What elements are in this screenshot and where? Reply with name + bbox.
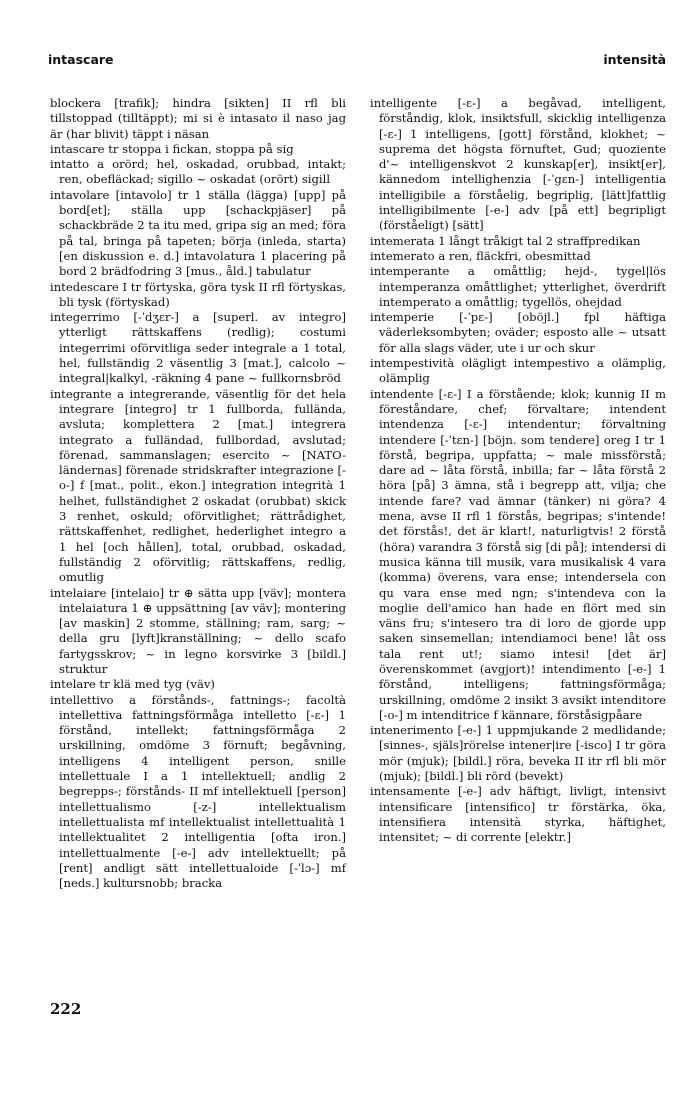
dictionary-entry: intenerimento [-e-] 1 uppmjukande 2 medlidande; [sinnes-, själs]rörelse intener|ire [-isco] I tr göra mör (mjuk); [bildl.] röra, beveka II itr rfl bli mör (mjuk); [bildl.] bli rörd (bevekt) (370, 723, 666, 784)
dictionary-entry: intensamente [-e-] adv häftigt, livligt, intensivt intensificare [intensifico] tr förstärka, öka, intensifiera intensità styrka, häftighet, intensitet; ~ di corrente [elektr.] (370, 784, 666, 845)
dictionary-entry: intemperie [-ˈpɛ-] [oböjl.] fpl häftiga väderleksombyten; oväder; esposto alle ~ utsatt för alla slags väder, ute i ur och skur (370, 310, 666, 355)
dictionary-entry: intelare tr klä med tyg (väv) (50, 677, 215, 692)
dictionary-entry: intemperante a omåttlig; hejd-, tygel|lös intemperanza omåttlighet; ytterlighet, överdrift intemperato a omåttlig; tygellös, ohejdad (370, 264, 666, 309)
dictionary-entry: blockera [trafik]; hindra [sikten] II rfl bli tillstoppad (tilltäppt); mi si è intasato il naso jag är (har blivit) täppt i näsan (50, 96, 346, 141)
page-number: 222 (50, 1000, 82, 1018)
dictionary-entry: intavolare [intavolo] tr 1 ställa (lägga) [upp] på bord[et]; ställa upp [schackpjäser] på schackbräde 2 ta itu med, gripa sig an med; föra på tal, bringa på tapeten; börja (inleda, starta) [en diskussion e. d.] intavolatura 1 placering på bord 2 brädfodring 3 [mus., åld.] tabulatur (50, 187, 346, 279)
dictionary-entry: intelaiare [intelaio] tr ⊕ sätta upp [väv]; montera intelaiatura 1 ⊕ uppsättning [av väv]; montering [av maskin] 2 stomme, ställning; ram, sarg; ~ della gru [lyft]kranställning; ~ dello scafo fartygsskrov; ~ in legno korsvirke 3 [bildl.] struktur (50, 585, 346, 676)
right-column (370, 96, 666, 846)
left-guide-word: intascare (48, 52, 114, 67)
dictionary-entry: intedescare I tr förtyska, göra tysk II rfl förtyskas, bli tysk (förtyskad) (50, 279, 346, 309)
dictionary-entry: intascare tr stoppa i fickan, stoppa på sig (50, 141, 294, 156)
dictionary-entry: intellettivo a förstånds-, fattnings-; facoltà intellettiva fattningsförmåga intelletto [-ɛ-] 1 förstånd, intellekt; fattningsförmåga 2 urskillning, omdöme 3 förnuft; begåvning, intelligens 4 intelligent person, snille intellettuale I a 1 intellektuell; andlig 2 begrepps-; förstånds- II mf intellektuell [person] intellettualismo [-z-] intellektualism intellettualista mf intellektualist intellettualità 1 intellektualitet 2 intelligentia [ofta iron.] intellettualmente [-e-] adv intellektuellt; på [rent] andligt sätt intellettualoide [-ˈlɔ-] mf [neds.] kultursnobb; bracka (50, 692, 346, 891)
left-column (50, 96, 346, 891)
dictionary-entry: intempestività olägligt intempestivo a olämplig, olämplig (370, 356, 666, 386)
dictionary-entry: intemerata 1 långt tråkigt tal 2 straffpredikan (370, 233, 641, 248)
dictionary-entry: intendente [-ɛ-] I a förstående; klok; kunnig II m föreståndare, chef; förvaltare; intendent intendenza [-ɛ-] intendentur; förvaltning intendere [-ˈtɛn-] [böjn. som tendere] oreg I tr 1 förstå, begripa, uppfatta; ~ male missförstå; dare ad ~ låta förstå, inbilla; far ~ låta förstå 2 höra [på] 3 ämna, stå i begrepp att, vilja; che intende fare? vad ämnar (tänker) ni göra? 4 mena, avse II rfl 1 förstås, begripas; s'intende! det förstås!, det är klart!, naturligtvis! 2 förstå (höra) varandra 3 förstå sig [di på]; intendersi di musica känna till musik, vara musikalisk 4 vara (komma) överens, vara ense; intendersela con qu vara ense med ngn; s'intendeva con la moglie dell'amico han hade en flört med sin väns fru; s'intesero tra di loro de gjorde upp saken sinsemellan; intendiamoci bene! låt oss tala rent ut!; siamo intesi! [det är] överenskommet (avgjort)! intendimento [-e-] 1 förstånd, intelligens; fattningsförmåga; urskillning, omdöme 2 insikt 3 avsikt intenditore [-o-] m intenditrice f kännare, förståsigpåare (370, 386, 666, 722)
dictionary-entry: integrante a integrerande, väsentlig för det hela integrare [integro] tr 1 fullborda, fulländа, avsluta; komplettera 2 [mat.] integrera integrato a fulländad, fullbordad, avslutad; förenad, sammanslagen; esercito ~ [NATO-ländernas] förenade stridskrafter integrazione [-o-] f [mat., polit., ekon.] integration integrità 1 helhet, fullständighet 2 oskadat (orubbat) skick 3 renhet, oskuld; oförvitlighet; rättrådighet, rättskaffenhet, redlighet, hederlighet integro a 1 hel [och hållen], total, orubbad, oskadad, fullständig 2 oförvitlig; rättskaffens, redlig, omutlig (50, 386, 346, 585)
dictionary-entry: integerrimo [-ˈdʒɛr-] a [superl. av integro] ytterligt rättskaffens (redlig); costumi integerrimi oförvitliga seder integrale a 1 total, hel, fullständig 2 väsentlig 3 [mat.], calcolo ~ integral|kalkyl, -räkning 4 pane ~ fullkornsbröd (50, 310, 346, 386)
dictionary-entry: intelligente [-ɛ-] a begåvad, intelligent, förståndig, klok, insiktsfull, skicklig intelligenza [-ɛ-] 1 intelligens, [gott] förstånd, klokhet; ~ suprema det högsta förnuftet, Gud; quoziente d'~ intelligenskvot 2 kunskap[er], insikt[er], kännedom intellighenzia [-ˈgɛn-] intelligentia intelligibile a förståelig, begriplig, [lätt]fattlig intelligibilmente [-e-] adv [på ett] begripligt (förståeligt) [sätt] (370, 96, 666, 233)
dictionary-entry: intatto a orörd; hel, oskadad, orubbad, intakt; ren, obefläckad; sigillo ~ oskadat (orört) sigill (50, 157, 346, 187)
right-guide-word: intensità (603, 52, 666, 67)
dictionary-entry: intemerato a ren, fläckfri, obesmittad (370, 248, 591, 263)
